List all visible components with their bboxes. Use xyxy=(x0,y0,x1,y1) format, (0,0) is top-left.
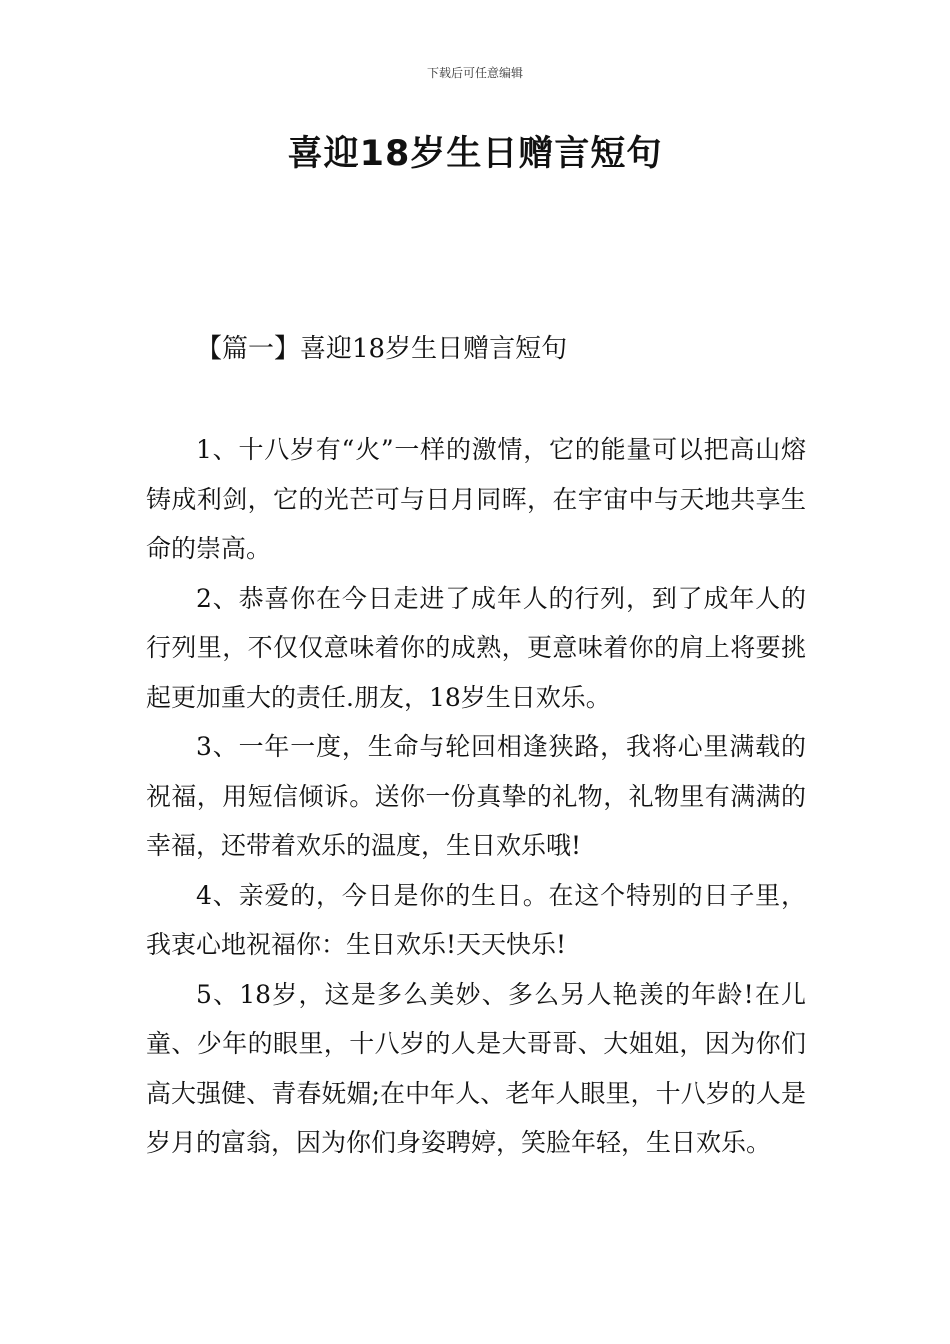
paragraph-3: 3、一年一度，生命与轮回相逢狭路，我将心里满载的祝福，用短信倾诉。送你一份真挚的礼物，礼物里有满满的幸福，还带着欢乐的温度，生日欢乐哦! xyxy=(146,732,806,860)
paragraph-2: 2、恭喜你在今日走进了成年人的行列，到了成年人的行列里，不仅仅意味着你的成熟，更意味着你的肩上将要挑起更加重大的责任.朋友，18岁生日欢乐。 xyxy=(146,583,806,712)
paragraph-4: 4、亲爱的，今日是你的生日。在这个特别的日子里，我衷心地祝福你：生日欢乐!天天快乐! xyxy=(146,880,806,959)
section-heading: 【篇一】喜迎18岁生日赠言短句 xyxy=(196,334,568,364)
document-title: 喜迎18岁生日赠言短句 xyxy=(287,134,663,174)
header-note: 下载后可任意编辑 xyxy=(426,66,523,80)
document-body xyxy=(146,425,806,1168)
paragraph-5: 5、18岁，这是多么美妙、多么另人艳羡的年龄!在儿童、少年的眼里，十八岁的人是大哥哥、大姐姐，因为你们高大强健、青春妩媚;在中年人、老年人眼里，十八岁的人是岁月的富翁，因为你们身姿聘婷，笑脸年轻，生日欢乐。 xyxy=(146,979,806,1157)
paragraph-1: 1、十八岁有“火”一样的激情，它的能量可以把高山熔铸成利剑，它的光芒可与日月同晖，在宇宙中与天地共享生命的崇高。 xyxy=(146,435,806,563)
